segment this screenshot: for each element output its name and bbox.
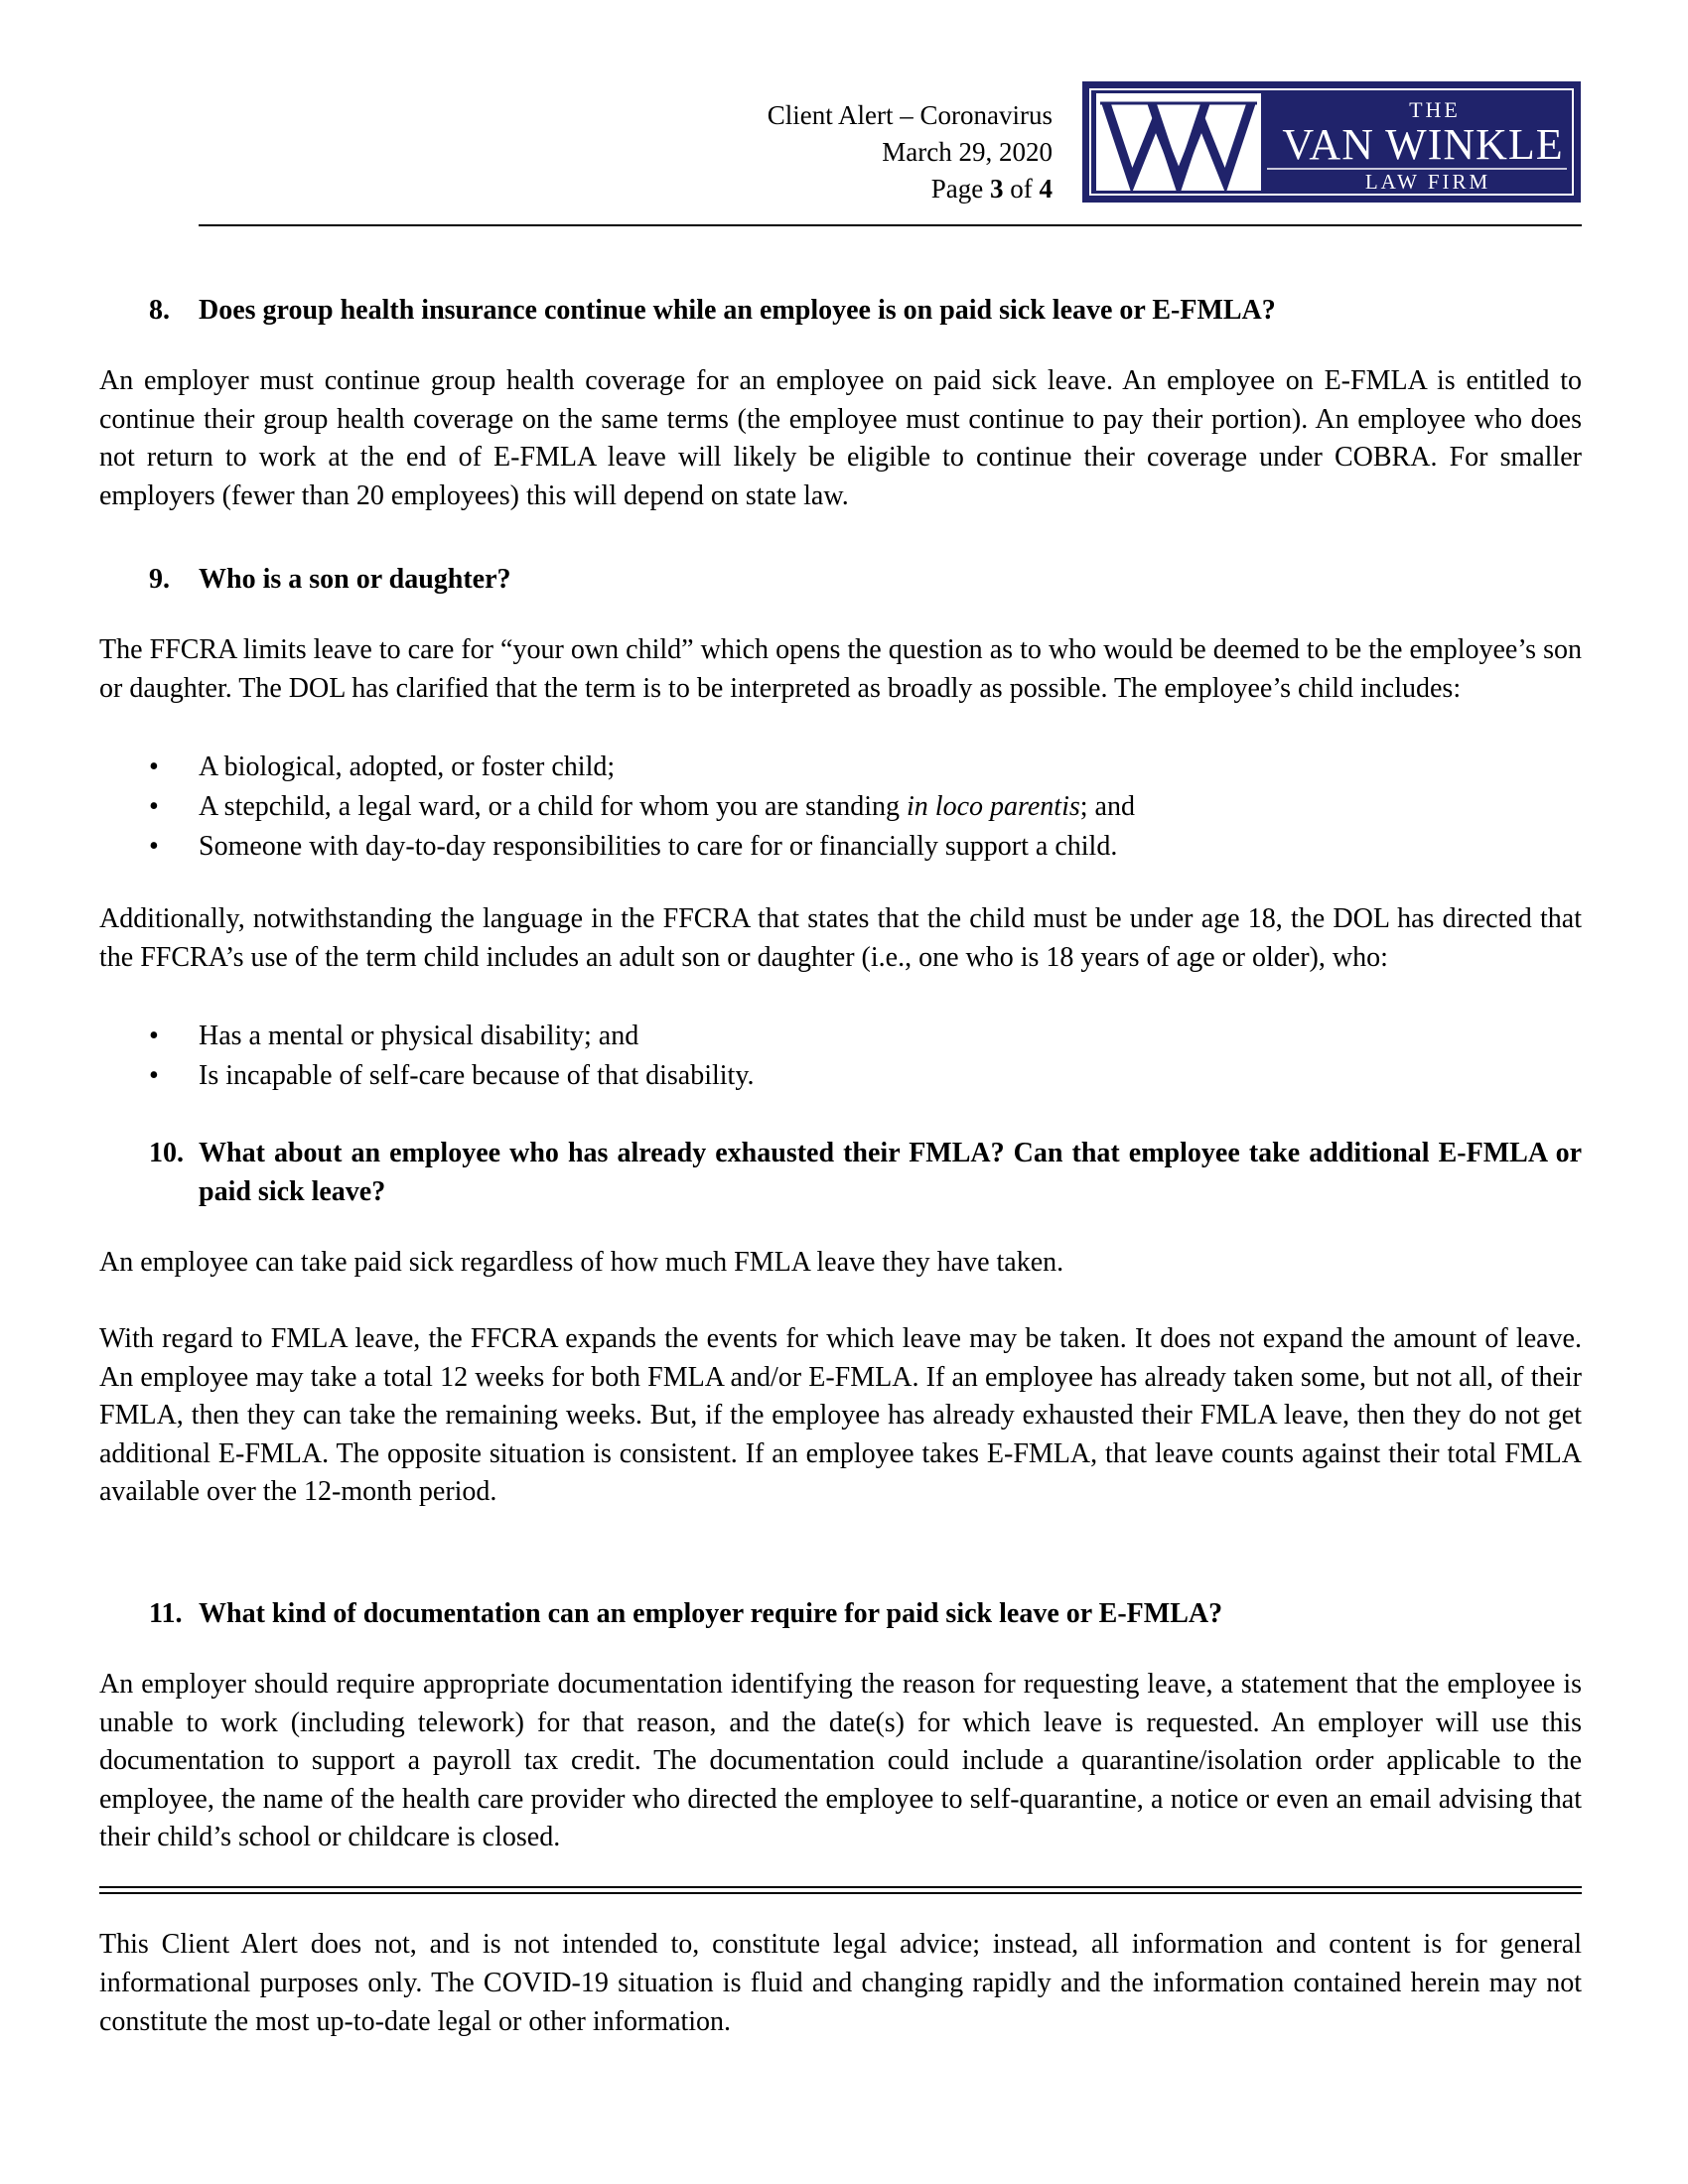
page-total: 4 bbox=[1039, 174, 1053, 204]
vw-monogram-icon bbox=[1082, 81, 1581, 203]
question-number: 10. bbox=[149, 1138, 184, 1168]
answer-8: An employer must continue group health coverage for an employee on paid sick leave. An employee on E-FMLA is entitled to continue their group health coverage on the same terms (the employee must continue to pay their portion). An employee who does not return to work at the end of E-FMLA leave will likely be eligible to continue their coverage under COBRA. For smaller employers (fewer than 20 employees) this will depend on state law. bbox=[99, 365, 1582, 511]
question-10 bbox=[149, 1134, 1582, 1211]
question-9 bbox=[149, 560, 1582, 599]
header-info bbox=[768, 97, 1053, 207]
legal-disclaimer: This Client Alert does not, and is not intended to, constitute legal advice; instead, all information and content is for general informational purposes only. The COVID-19 situation is fluid and changing rapidly and the information contained herein may not constitute the most up-to-date legal or other information. bbox=[99, 1929, 1582, 2037]
question-text: What about an employee who has already exhausted their FMLA? Can that employee take additional E-FMLA or paid sick leave? bbox=[199, 1138, 1582, 1207]
answer-9-intro: The FFCRA limits leave to care for “your own child” which opens the question as to who would be deemed to be the employee’s son or daughter. The DOL has clarified that the term is to be interpreted as broadly as possible. The employee’s child includes: bbox=[99, 634, 1582, 704]
header-rule bbox=[199, 224, 1582, 226]
logo-name: VAN WINKLE bbox=[1282, 120, 1564, 169]
firm-logo bbox=[1082, 81, 1581, 203]
answer-9-additional: Additionally, notwithstanding the language in the FFCRA that states that the child must be under age 18, the DOL has directed that the FFCRA’s use of the term child includes an adult son or daughter (i.e., one who is 18 years of age or older), who: bbox=[99, 903, 1582, 973]
page-number: Page 3 of 4 bbox=[930, 174, 1053, 204]
logo-subtitle: LAW FIRM bbox=[1364, 170, 1491, 194]
list-item: • Someone with day-to-day responsibilities to care for or financially support a child. bbox=[149, 827, 1582, 867]
question-text: What kind of documentation can an employer require for paid sick leave or E-FMLA? bbox=[199, 1598, 1223, 1629]
question-number: 8. bbox=[149, 295, 170, 326]
question-text: Does group health insurance continue while an employee is on paid sick leave or E-FMLA? bbox=[199, 295, 1276, 326]
list-item: • A stepchild, a legal ward, or a child for whom you are standing in loco parentis; and bbox=[149, 787, 1582, 827]
answer-10-part1: An employee can take paid sick regardless of how much FMLA leave they have taken. bbox=[99, 1247, 1064, 1278]
question-number: 9. bbox=[149, 564, 170, 595]
page-current: 3 bbox=[990, 174, 1004, 204]
footer-double-rule bbox=[99, 1886, 1582, 1894]
list-item: • Is incapable of self-care because of that disability. bbox=[149, 1056, 1582, 1096]
question-8 bbox=[149, 291, 1582, 330]
child-criteria-list bbox=[149, 748, 1582, 867]
question-11 bbox=[149, 1594, 1582, 1633]
list-item: • A biological, adopted, or foster child; bbox=[149, 748, 1582, 787]
alert-title: Client Alert – Coronavirus bbox=[767, 100, 1053, 130]
question-number: 11. bbox=[149, 1598, 183, 1629]
adult-child-criteria-list bbox=[149, 1017, 1582, 1096]
list-item: • Has a mental or physical disability; and bbox=[149, 1017, 1582, 1056]
answer-10-part2: With regard to FMLA leave, the FFCRA expands the events for which leave may be taken. It does not expand the amount of leave. An employee may take a total 12 weeks for both FMLA and/or E-FMLA. If an employee has already taken some, but not all, of their FMLA, then they can take the remaining weeks. But, if the employee has already exhausted their FMLA leave, then they do not get additional E-FMLA. The opposite situation is consistent. If an employee takes E-FMLA, that leave counts against their total FMLA available over the 12-month period. bbox=[99, 1323, 1582, 1507]
alert-date: March 29, 2020 bbox=[882, 137, 1053, 167]
logo-the: THE bbox=[1409, 97, 1461, 122]
question-text: Who is a son or daughter? bbox=[199, 564, 511, 595]
answer-11: An employer should require appropriate documentation identifying the reason for requesting leave, a statement that the employee is unable to work (including telework) for that reason, and the date(s) for which leave is requested. An employer will use this documentation to support a payroll tax credit. The documentation could include a quarantine/isolation order applicable to the employee, the name of the health care provider who directed the employee to self-quarantine, a notice or even an email advising that their child’s school or childcare is closed. bbox=[99, 1669, 1582, 1852]
